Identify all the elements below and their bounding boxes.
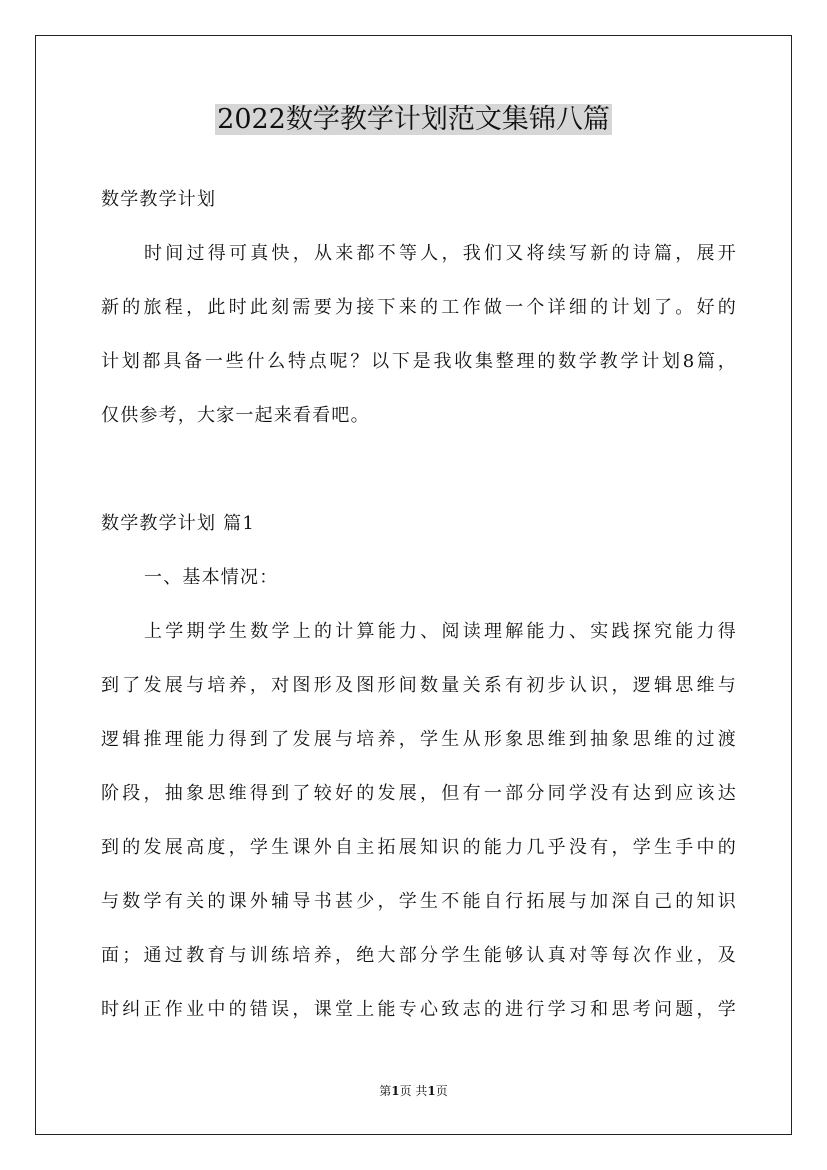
page-number-suffix: 页 [435, 1084, 448, 1098]
paragraph-line: 时间过得可真快，从来都不等人，我们又将续写新的诗篇，展开 [144, 243, 737, 264]
paragraph-line: 仅供参考，大家一起来看看吧。 [101, 405, 370, 426]
paragraph-line: 新的旅程，此时此刻需要为接下来的工作做一个详细的计划了。好的 [101, 297, 737, 318]
paragraph-line: 上学期学生数学上的计算能力、阅读理解能力、实践探究能力得 [144, 621, 737, 642]
paragraph-line: 到了发展与培养，对图形及图形间数量关系有初步认识，逻辑思维与 [101, 675, 737, 696]
paragraph-line: 计划都具备一些什么特点呢？以下是我收集整理的数学教学计划8篇， [101, 351, 737, 372]
paragraph-line: 逻辑推理能力得到了发展与培养，学生从形象思维到抽象思维的过渡 [101, 729, 737, 750]
page-number-mid: 页 共 [399, 1084, 428, 1098]
paragraph-line: 阶段，抽象思维得到了较好的发展，但有一部分同学没有达到应该达 [101, 783, 737, 804]
page-footer [0, 1082, 827, 1100]
paragraph-line: 时纠正作业中的错误，课堂上能专心致志的进行学习和思考问题，学 [101, 999, 737, 1020]
page-number-current: 1 [391, 1084, 400, 1098]
section-heading: 数学教学计划 [101, 189, 217, 210]
paragraph-line: 与数学有关的课外辅导书甚少，学生不能自行拓展与加深自己的知识 [101, 891, 737, 912]
document-body [101, 173, 737, 1037]
page-number-prefix: 第 [379, 1084, 392, 1098]
document-title-block [0, 100, 827, 140]
page-number-total: 1 [427, 1084, 436, 1098]
document-title: 2022数学教学计划范文集锦八篇 [217, 104, 610, 135]
paragraph-line: 面；通过教育与训练培养，绝大部分学生能够认真对等每次作业，及 [101, 945, 737, 966]
paragraph-spacer [101, 443, 737, 497]
section-heading: 数学教学计划 篇1 [101, 513, 255, 534]
subheading: 一、基本情况： [144, 567, 279, 588]
paragraph-line: 到的发展高度，学生课外自主拓展知识的能力几乎没有，学生手中的 [101, 837, 737, 858]
